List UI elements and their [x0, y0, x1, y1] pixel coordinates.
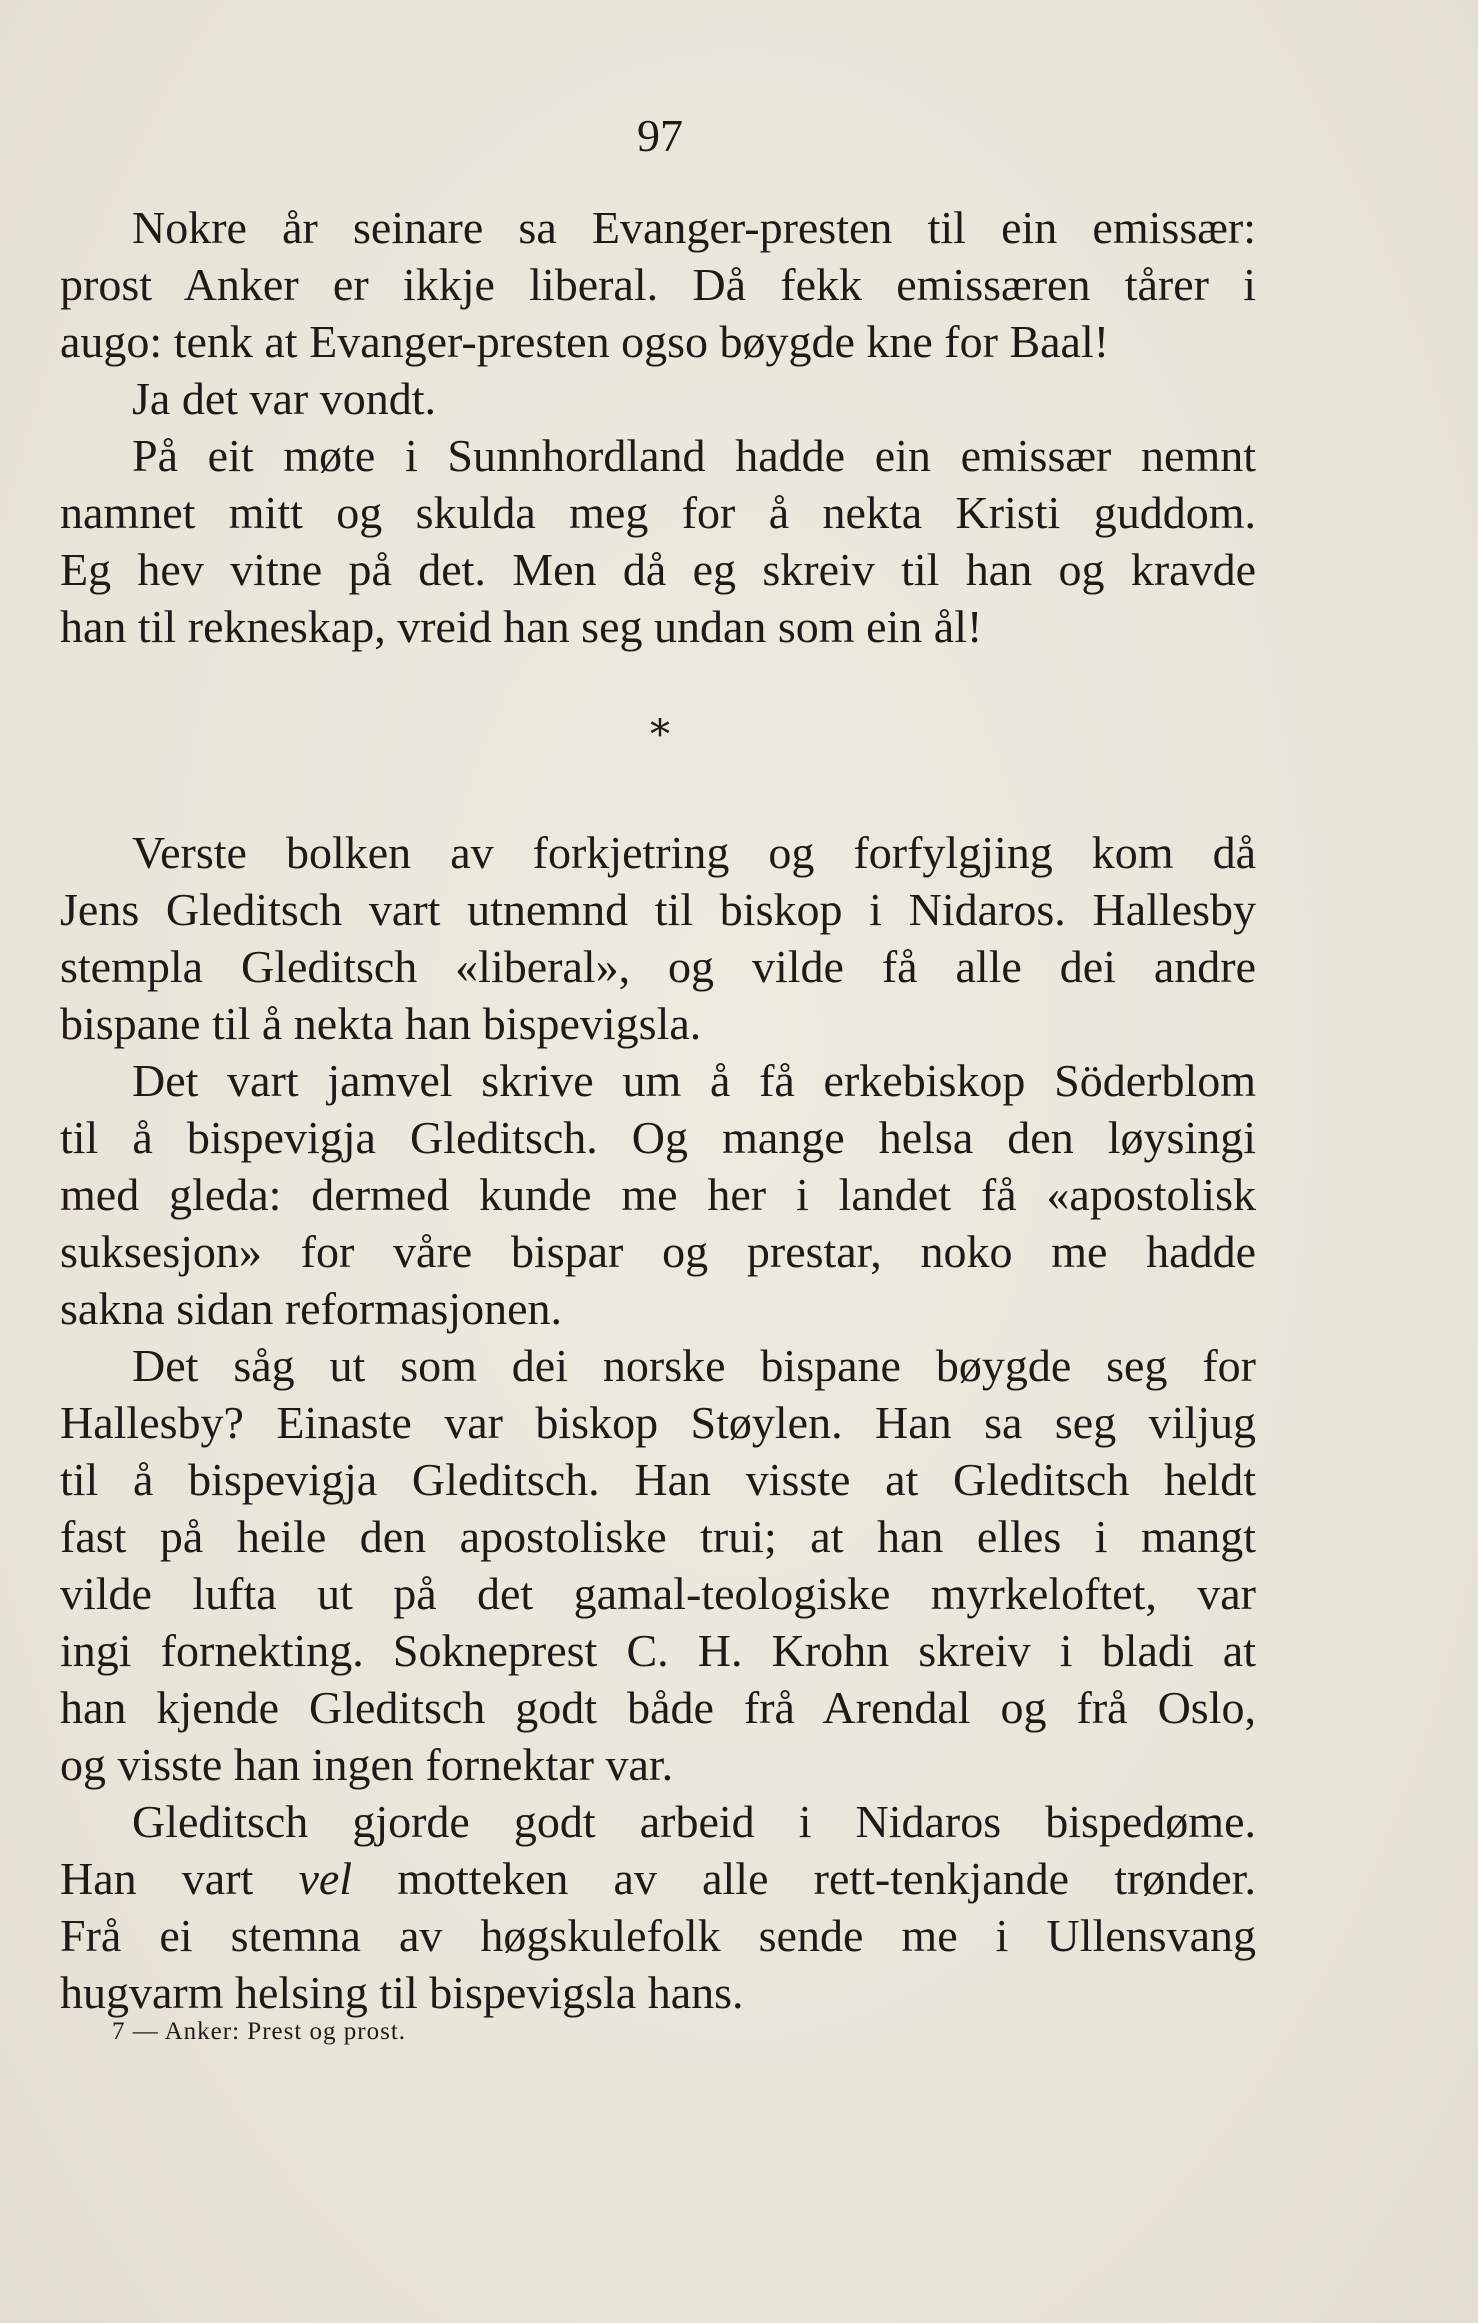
text-line: han til rekneskap, vreid han seg undan som ein ål! — [60, 601, 983, 652]
text-line: Ja det var vondt. — [132, 373, 437, 424]
text-line: Jens Gleditsch vart utnemnd til biskop i Nidaros. Hallesby — [60, 884, 1256, 935]
text-line: til å bispevigja Gleditsch. Han visste at Gleditsch heldt — [60, 1454, 1256, 1505]
section-separator: * — [650, 712, 670, 758]
text-line: til å bispevigja Gleditsch. Og mange helsa den løysingi — [60, 1112, 1256, 1163]
text-line: Det vart jamvel skrive um å få erkebiskop Söderblom — [132, 1055, 1256, 1106]
text-line: ingi fornekting. Sokneprest C. H. Krohn skreiv i bladi at — [60, 1625, 1256, 1676]
text-segment: Han vart — [60, 1853, 299, 1904]
text-line: Nokre år seinare sa Evanger-presten til ein emissær: — [132, 202, 1256, 253]
text-line: namnet mitt og skulda meg for å nekta Kristi guddom. — [60, 487, 1256, 538]
text-line: Verste bolken av forkjetring og forfylgjing kom då — [132, 827, 1256, 878]
text-line: Frå ei stemna av høgskulefolk sende me i Ullensvang — [60, 1910, 1256, 1961]
text-line: Eg hev vitne på det. Men då eg skreiv til han og kravde — [60, 544, 1256, 595]
text-line: og visste han ingen fornektar var. — [60, 1739, 674, 1790]
text-line: Gleditsch gjorde godt arbeid i Nidaros bispedøme. — [132, 1796, 1256, 1847]
text-block-1 — [60, 199, 1256, 655]
text-line: vilde lufta ut på det gamal-teologiske myrkeloftet, var — [60, 1568, 1256, 1619]
text-line: prost Anker er ikkje liberal. Då fekk emissæren tårer i — [60, 259, 1256, 310]
text-line: sakna sidan reformasjonen. — [60, 1283, 563, 1334]
text-line: suksesjon» for våre bispar og prestar, noko me hadde — [60, 1226, 1256, 1277]
text-line: augo: tenk at Evanger-presten ogso bøygde kne for Baal! — [60, 316, 1110, 367]
text-line: fast på heile den apostoliske trui; at han elles i mangt — [60, 1511, 1256, 1562]
text-line: På eit møte i Sunnhordland hadde ein emissær nemnt — [132, 430, 1256, 481]
text-line: med gleda: dermed kunde me her i landet få «apostolisk — [60, 1169, 1256, 1220]
emphasized-word: vel — [298, 1853, 353, 1904]
text-line: hugvarm helsing til bispevigsla hans. — [60, 1967, 744, 2018]
text-line-with-emphasis — [60, 1850, 1256, 1907]
text-segment: motteken av alle rett-tenkjande trønder. — [352, 1853, 1257, 1904]
text-line: stempla Gleditsch «liberal», og vilde få alle dei andre — [60, 941, 1256, 992]
page-footer: 7 — Anker: Prest og prost. — [112, 2018, 407, 2045]
text-line: bispane til å nekta han bispevigsla. — [60, 998, 702, 1049]
text-line: han kjende Gleditsch godt både frå Arendal og frå Oslo, — [60, 1682, 1256, 1733]
text-line: Hallesby? Einaste var biskop Støylen. Han sa seg viljug — [60, 1397, 1256, 1448]
text-line: Det såg ut som dei norske bispane bøygde seg for — [132, 1340, 1256, 1391]
page-number: 97 — [637, 110, 683, 161]
text-block-2 — [60, 824, 1256, 2021]
